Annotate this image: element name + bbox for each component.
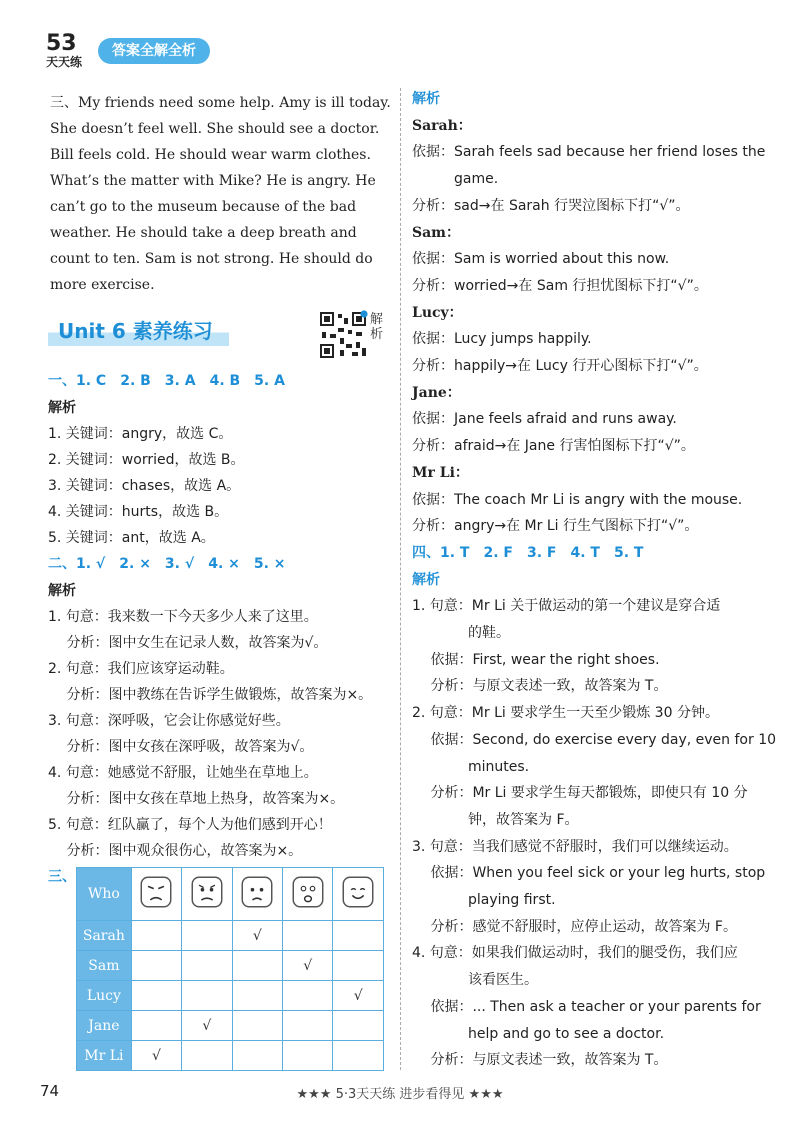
list-item: 2. 句意：我们应该穿运动鞋。 xyxy=(48,661,234,677)
explanation-line: Sam： xyxy=(412,224,460,241)
table-cell: √ xyxy=(131,1041,181,1071)
unit-title: Unit 6 素养练习 xyxy=(48,316,229,346)
explanation-line: Mr Li： xyxy=(412,464,469,481)
explanation-line: 分析：与原文表述一致，故答案为 T。 xyxy=(412,1052,668,1069)
page-number: 74 xyxy=(40,1082,60,1100)
explanation-line: 分析：angry→在 Mr Li 行生气图标下打“√”。 xyxy=(412,518,699,535)
list-item: 5. 关键词：ant，故选 A。 xyxy=(48,530,215,546)
table-header-row xyxy=(77,868,384,921)
explanation-line: game. xyxy=(412,171,499,188)
svg-text:天天练: 天天练 xyxy=(46,55,83,69)
explanation-line: 依据：When you feel sick or your leg hurts, stop xyxy=(412,865,766,882)
table-cell xyxy=(182,921,232,951)
table-cell xyxy=(232,1011,282,1041)
table-cell xyxy=(283,981,333,1011)
row-name: Mr Li xyxy=(77,1041,132,1071)
worried-face-icon xyxy=(182,868,232,921)
column-divider xyxy=(400,88,401,1070)
explanation-line: minutes. xyxy=(412,758,530,775)
table-cell xyxy=(333,1041,384,1071)
table-cell xyxy=(283,921,333,951)
list-item: 4. 句意：她感觉不舒服，让她坐在草地上。 xyxy=(48,765,318,781)
table-cell xyxy=(131,1011,181,1041)
table-cell xyxy=(283,1011,333,1041)
afraid-face-icon xyxy=(283,868,333,921)
list-item: 分析：图中女孩在深呼吸，故答案为√。 xyxy=(48,739,314,755)
section-1-jiexi-label: 解析 xyxy=(48,400,76,416)
explanation-line: Sarah： xyxy=(412,117,472,134)
explanation-line: 分析：感觉不舒服时，应停止运动，故答案为 F。 xyxy=(412,918,737,935)
explanation-line: 依据：Second, do exercise every day, even for 10 xyxy=(412,731,777,748)
explanation-line: 的鞋。 xyxy=(412,625,510,641)
row-name: Sarah xyxy=(77,921,132,951)
section-1-answers: 一、1. C 2. B 3. A 4. B 5. A xyxy=(48,373,285,389)
table-cell: √ xyxy=(232,921,282,951)
table-cell xyxy=(232,981,282,1011)
list-item: 分析：图中女孩在草地上热身，故答案为×。 xyxy=(48,791,345,807)
explanation-line: 依据：Lucy jumps happily. xyxy=(412,331,592,348)
list-item: 4. 关键词：hurts，故选 B。 xyxy=(48,504,229,520)
list-item: 5. 句意：红队赢了，每个人为他们感到开心！ xyxy=(48,817,332,833)
table-row xyxy=(77,1011,384,1041)
angry-face-icon xyxy=(131,868,181,921)
row-name: Jane xyxy=(77,1011,132,1041)
explanation-line: 依据：... Then ask a teacher or your parents for xyxy=(412,998,761,1015)
header-badge: 答案全解全析 xyxy=(98,38,210,64)
feelings-table xyxy=(76,867,384,1071)
table-cell: √ xyxy=(333,981,384,1011)
explanation-line: help and go to see a doctor. xyxy=(412,1025,665,1042)
explanation-line: 依据：First, wear the right shoes. xyxy=(412,651,660,668)
section-heading: 解析 xyxy=(412,91,440,107)
explanation-line: 分析：happily→在 Lucy 行开心图标下打“√”。 xyxy=(412,358,708,374)
qr-code-icon[interactable] xyxy=(318,310,368,360)
section-heading: 解析 xyxy=(412,571,440,588)
table-cell xyxy=(333,1011,384,1041)
section-3-label: 三、 xyxy=(48,869,76,885)
brand-logo xyxy=(44,30,94,70)
explanation-line: Jane： xyxy=(412,384,461,401)
table-cell xyxy=(283,1041,333,1071)
explanation-line: 1. 句意：Mr Li 关于做运动的第一个建议是穿合适 xyxy=(412,598,721,615)
happy-face-icon xyxy=(333,868,384,921)
row-name: Lucy xyxy=(77,981,132,1011)
table-cell xyxy=(232,951,282,981)
explanation-line: 分析：与原文表述一致，故答案为 T。 xyxy=(412,678,668,695)
table-cell xyxy=(131,921,181,951)
explanation-line: 2. 句意：Mr Li 要求学生一天至少锻炼 30 分钟。 xyxy=(412,705,719,722)
passage-line: count to ten. Sam is not strong. He should do xyxy=(50,251,373,267)
passage-line: 三、My friends need some help. Amy is ill today. xyxy=(50,95,391,111)
explanation-line: 依据：Jane feels afraid and runs away. xyxy=(412,411,677,428)
table-cell xyxy=(232,1041,282,1071)
explanation-line: 依据：Sam is worried about this now. xyxy=(412,251,670,268)
explanation-line: 分析：sad→在 Sarah 行哭泣图标下打“√”。 xyxy=(412,197,690,214)
passage-line: can’t go to the museum because of the bad xyxy=(50,199,357,215)
passage-line: Bill feels cold. He should wear warm clothes. xyxy=(50,147,371,163)
sad-face-icon xyxy=(232,868,282,921)
explanation-line: 分析：Mr Li 要求学生每天都锻炼，即使只有 10 分 xyxy=(412,785,748,802)
list-item: 1. 句意：我来数一下今天多少人来了这里。 xyxy=(48,609,318,625)
table-cell xyxy=(131,981,181,1011)
table-row xyxy=(77,981,384,1011)
passage-line: She doesn’t feel well. She should see a doctor. xyxy=(50,121,380,137)
table-cell xyxy=(333,951,384,981)
table-cell xyxy=(131,951,181,981)
list-item: 1. 关键词：angry，故选 C。 xyxy=(48,426,233,442)
list-item: 分析：图中女生在记录人数，故答案为√。 xyxy=(48,635,328,651)
explanation-line: 4. 句意：如果我们做运动时，我们的腿受伤，我们应 xyxy=(412,945,738,962)
footer-slogan: ★★★ 5·3天天练 进步看得见 ★★★ xyxy=(296,1087,504,1102)
svg-text:53: 53 xyxy=(46,31,77,56)
section-2-jiexi-label: 解析 xyxy=(48,583,76,599)
passage-line: weather. He should take a deep breath and xyxy=(50,225,357,241)
section-3-passage xyxy=(50,90,391,298)
section-heading: 四、1. T 2. F 3. F 4. T 5. T xyxy=(412,544,644,561)
table-row xyxy=(77,921,384,951)
list-item: 分析：图中观众很伤心，故答案为×。 xyxy=(48,843,303,859)
section-2-answers: 二、1. √ 2. × 3. √ 4. × 5. × xyxy=(48,556,286,572)
explanation-line: 钟，故答案为 F。 xyxy=(412,811,579,828)
explanation-line: 3. 句意：当我们感觉不舒服时，我们可以继续运动。 xyxy=(412,838,738,855)
passage-line: more exercise. xyxy=(50,277,155,293)
table-cell xyxy=(182,951,232,981)
table-row xyxy=(77,1041,384,1071)
explanation-line: Lucy： xyxy=(412,304,463,321)
explanation-line: 分析：afraid→在 Jane 行害怕图标下打“√”。 xyxy=(412,438,695,455)
explanation-line: 依据：Sarah feels sad because her friend loses the xyxy=(412,144,766,161)
list-item: 2. 关键词：worried，故选 B。 xyxy=(48,452,245,468)
list-item: 分析：图中教练在告诉学生做锻炼，故答案为×。 xyxy=(48,687,373,703)
explanation-line: 依据：The coach Mr Li is angry with the mouse. xyxy=(412,491,743,508)
row-name: Sam xyxy=(77,951,132,981)
table-cell: √ xyxy=(182,1011,232,1041)
table-cell xyxy=(333,921,384,951)
explanation-line: playing first. xyxy=(412,892,556,908)
qr-label: 解析 xyxy=(370,312,384,342)
list-item: 3. 句意：深呼吸，它会让你感觉好些。 xyxy=(48,713,290,729)
table-row xyxy=(77,951,384,981)
explanation-line: 分析：worried→在 Sam 行担忧图标下打“√”。 xyxy=(412,277,708,294)
explanation-line: 该看医生。 xyxy=(412,972,538,989)
table-cell: √ xyxy=(283,951,333,981)
list-item: 3. 关键词：chases，故选 A。 xyxy=(48,478,241,494)
table-cell xyxy=(182,981,232,1011)
passage-line: What’s the matter with Mike? He is angry. He xyxy=(50,173,376,189)
table-cell xyxy=(182,1041,232,1071)
table-header-who: Who xyxy=(77,868,132,921)
